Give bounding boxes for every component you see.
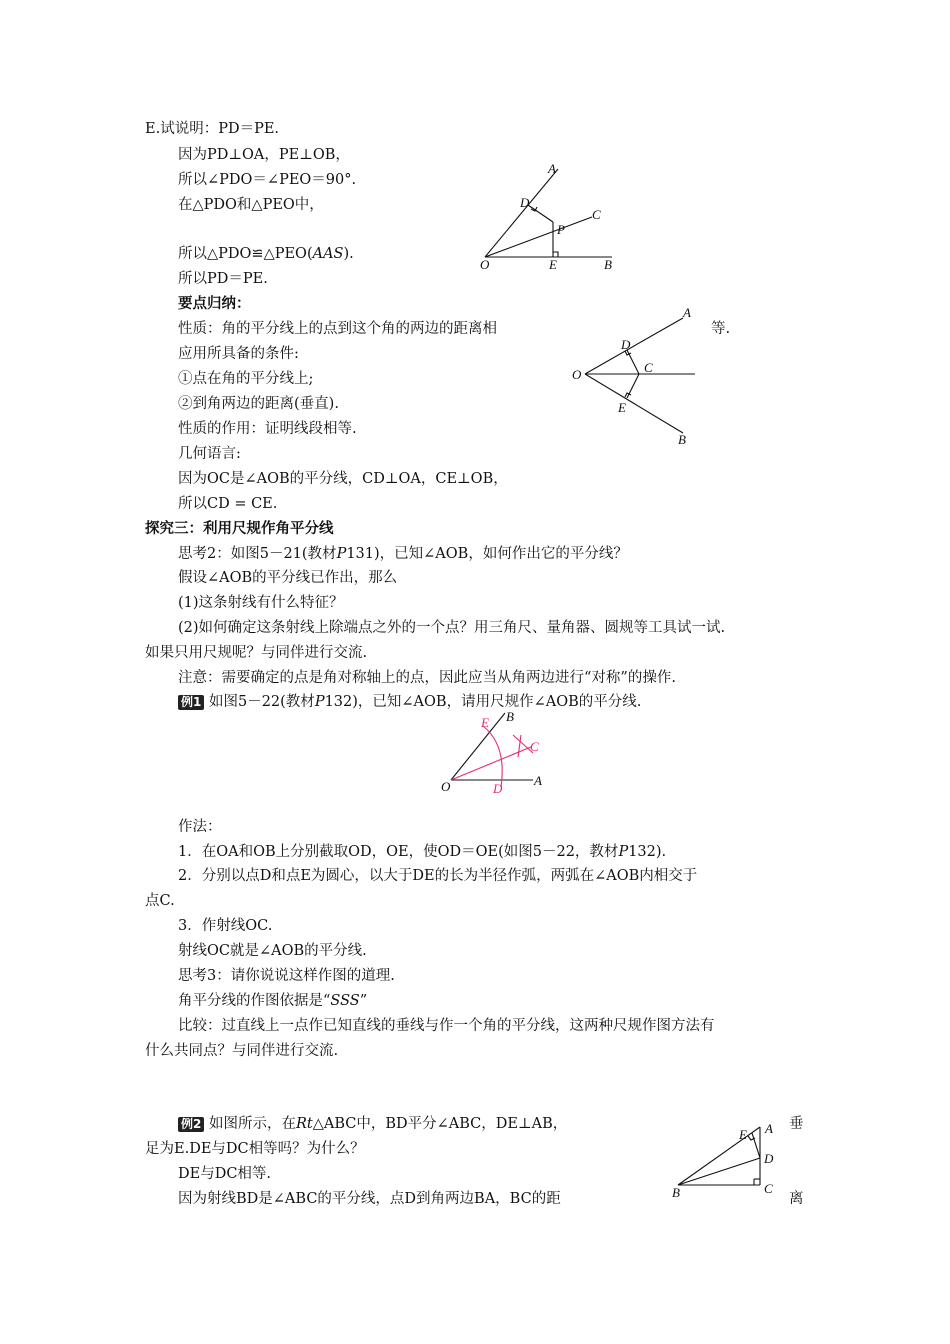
explore3-heading: 探究三：利用尺规作角平分线 <box>145 521 334 537</box>
summary-use: 性质的作用：证明线段相等. <box>178 421 357 437</box>
fig4-label-a: A <box>765 1121 773 1136</box>
partE-line6: 所以PD＝PE. <box>178 271 268 287</box>
summary-property: 性质：角的平分线上的点到这个角的两边的距离相 <box>178 321 497 337</box>
summary-condition-1: ①点在角的平分线上; <box>178 371 314 387</box>
fig1-label-p: P <box>557 222 565 237</box>
fig3-label-b: B <box>506 709 514 724</box>
compare-line: 比较：过直线上一点作已知直线的垂线与作一个角的平分线，这两种尺规作图方法有 <box>178 1018 715 1034</box>
fig3-label-c: C <box>530 739 539 754</box>
fig2-label-d: D <box>621 337 631 352</box>
compare-line-cont: 什么共同点？与同伴进行交流. <box>145 1043 339 1059</box>
fig2-label-b: B <box>678 432 686 447</box>
figure-right-triangle <box>668 1115 788 1205</box>
example2-badge: 例2 <box>178 1117 204 1132</box>
think2: 思考2：如图5－21(教材P131)，已知∠AOB，如何作出它的平分线？ <box>178 546 628 562</box>
fig4-label-b: B <box>672 1185 680 1200</box>
example2-line2: 足为E.DE与DC相等吗？为什么？ <box>145 1141 365 1157</box>
figure-construct-bisector <box>435 705 555 800</box>
example2-line3: DE与DC相等. <box>178 1166 272 1182</box>
step-2-cont: 点C. <box>145 893 175 909</box>
example2-line: 例2 如图所示，在Rt△ABC中，BD平分∠ABC，DE⊥AB， <box>178 1114 567 1134</box>
basis-line: 角平分线的作图依据是“SSS” <box>178 993 368 1009</box>
question-2: (2)如何确定这条射线上除端点之外的一个点？用三角尺、量角器、圆规等工具试一试. <box>178 620 726 636</box>
summary-language: 几何语言: <box>178 446 241 462</box>
question-1: (1)这条射线有什么特征？ <box>178 595 344 611</box>
fig3-label-d: D <box>493 781 503 796</box>
fig2-label-c: C <box>644 360 653 375</box>
method-heading: 作法： <box>178 819 222 835</box>
step-3: 3．作射线OC. <box>178 918 273 934</box>
summary-condition-2: ②到角两边的距离(垂直). <box>178 396 339 412</box>
example1-line: 例1 如图5－22(教材P132)，已知∠AOB，请用尺规作∠AOB的平分线. <box>178 692 641 712</box>
fig1-label-c: C <box>592 207 601 222</box>
partE-line2: 因为PD⊥OA，PE⊥OB， <box>178 147 350 163</box>
partE-line4: 在△PDO和△PEO中， <box>178 197 324 213</box>
example2-line4: 因为射线BD是∠ABC的平分线，点D到角两边BA，BC的距 <box>178 1191 561 1207</box>
note-line: 注意：需要确定的点是角对称轴上的点，因此应当从角两边进行“对称”的操作. <box>178 670 676 686</box>
fig2-label-o: O <box>572 367 582 382</box>
partE-line3: 所以∠PDO＝∠PEO＝90°. <box>178 172 357 188</box>
think3: 思考3：请你说说这样作图的道理. <box>178 968 395 984</box>
fig4-label-e: E <box>739 1127 747 1142</box>
step-1: 1．在OA和OB上分别截取OD，OE，使OD＝OE(如图5－22，教材P132). <box>178 844 667 860</box>
fig3-label-a: A <box>534 773 542 788</box>
fig3-label-e: E <box>481 715 489 730</box>
fig4-label-c: C <box>764 1181 773 1196</box>
fig1-label-d: D <box>520 195 530 210</box>
example2-line4-end: 离 <box>789 1191 804 1207</box>
fig1-label-a: A <box>548 161 556 176</box>
summary-heading: 要点归纳： <box>178 296 251 312</box>
partE-line5: 所以△PDO≌△PEO(AAS). <box>178 246 354 262</box>
assume-line: 假设∠AOB的平分线已作出，那么 <box>178 570 398 586</box>
fig1-label-b: B <box>604 257 612 272</box>
summary-conditions: 应用所具备的条件: <box>178 346 299 362</box>
summary-geo-1: 因为OC是∠AOB的平分线，CD⊥OA，CE⊥OB， <box>178 471 508 487</box>
fig3-label-o: O <box>441 779 451 794</box>
fig1-label-o: O <box>480 257 490 272</box>
step-2: 2．分别以点D和点E为圆心，以大于DE的长为半径作弧，两弧在∠AOB内相交于 <box>178 868 698 884</box>
partE-line1: E.试说明：PD＝PE. <box>145 121 280 137</box>
example1-badge: 例1 <box>178 695 204 710</box>
fig2-label-e: E <box>618 400 626 415</box>
figure-angle-bisector-property <box>565 300 705 450</box>
fig1-label-e: E <box>549 257 557 272</box>
example2-line-end: 垂 <box>789 1116 804 1132</box>
summary-geo-2: 所以CD = CE. <box>178 496 278 512</box>
summary-property-end: 等. <box>711 321 731 337</box>
figure-pdo-pe <box>470 155 630 275</box>
fig2-label-a: A <box>683 305 691 320</box>
result-line: 射线OC就是∠AOB的平分线. <box>178 943 367 959</box>
question-2-cont: 如果只用尺规呢？与同伴进行交流. <box>145 645 368 661</box>
fig4-label-d: D <box>764 1151 774 1166</box>
